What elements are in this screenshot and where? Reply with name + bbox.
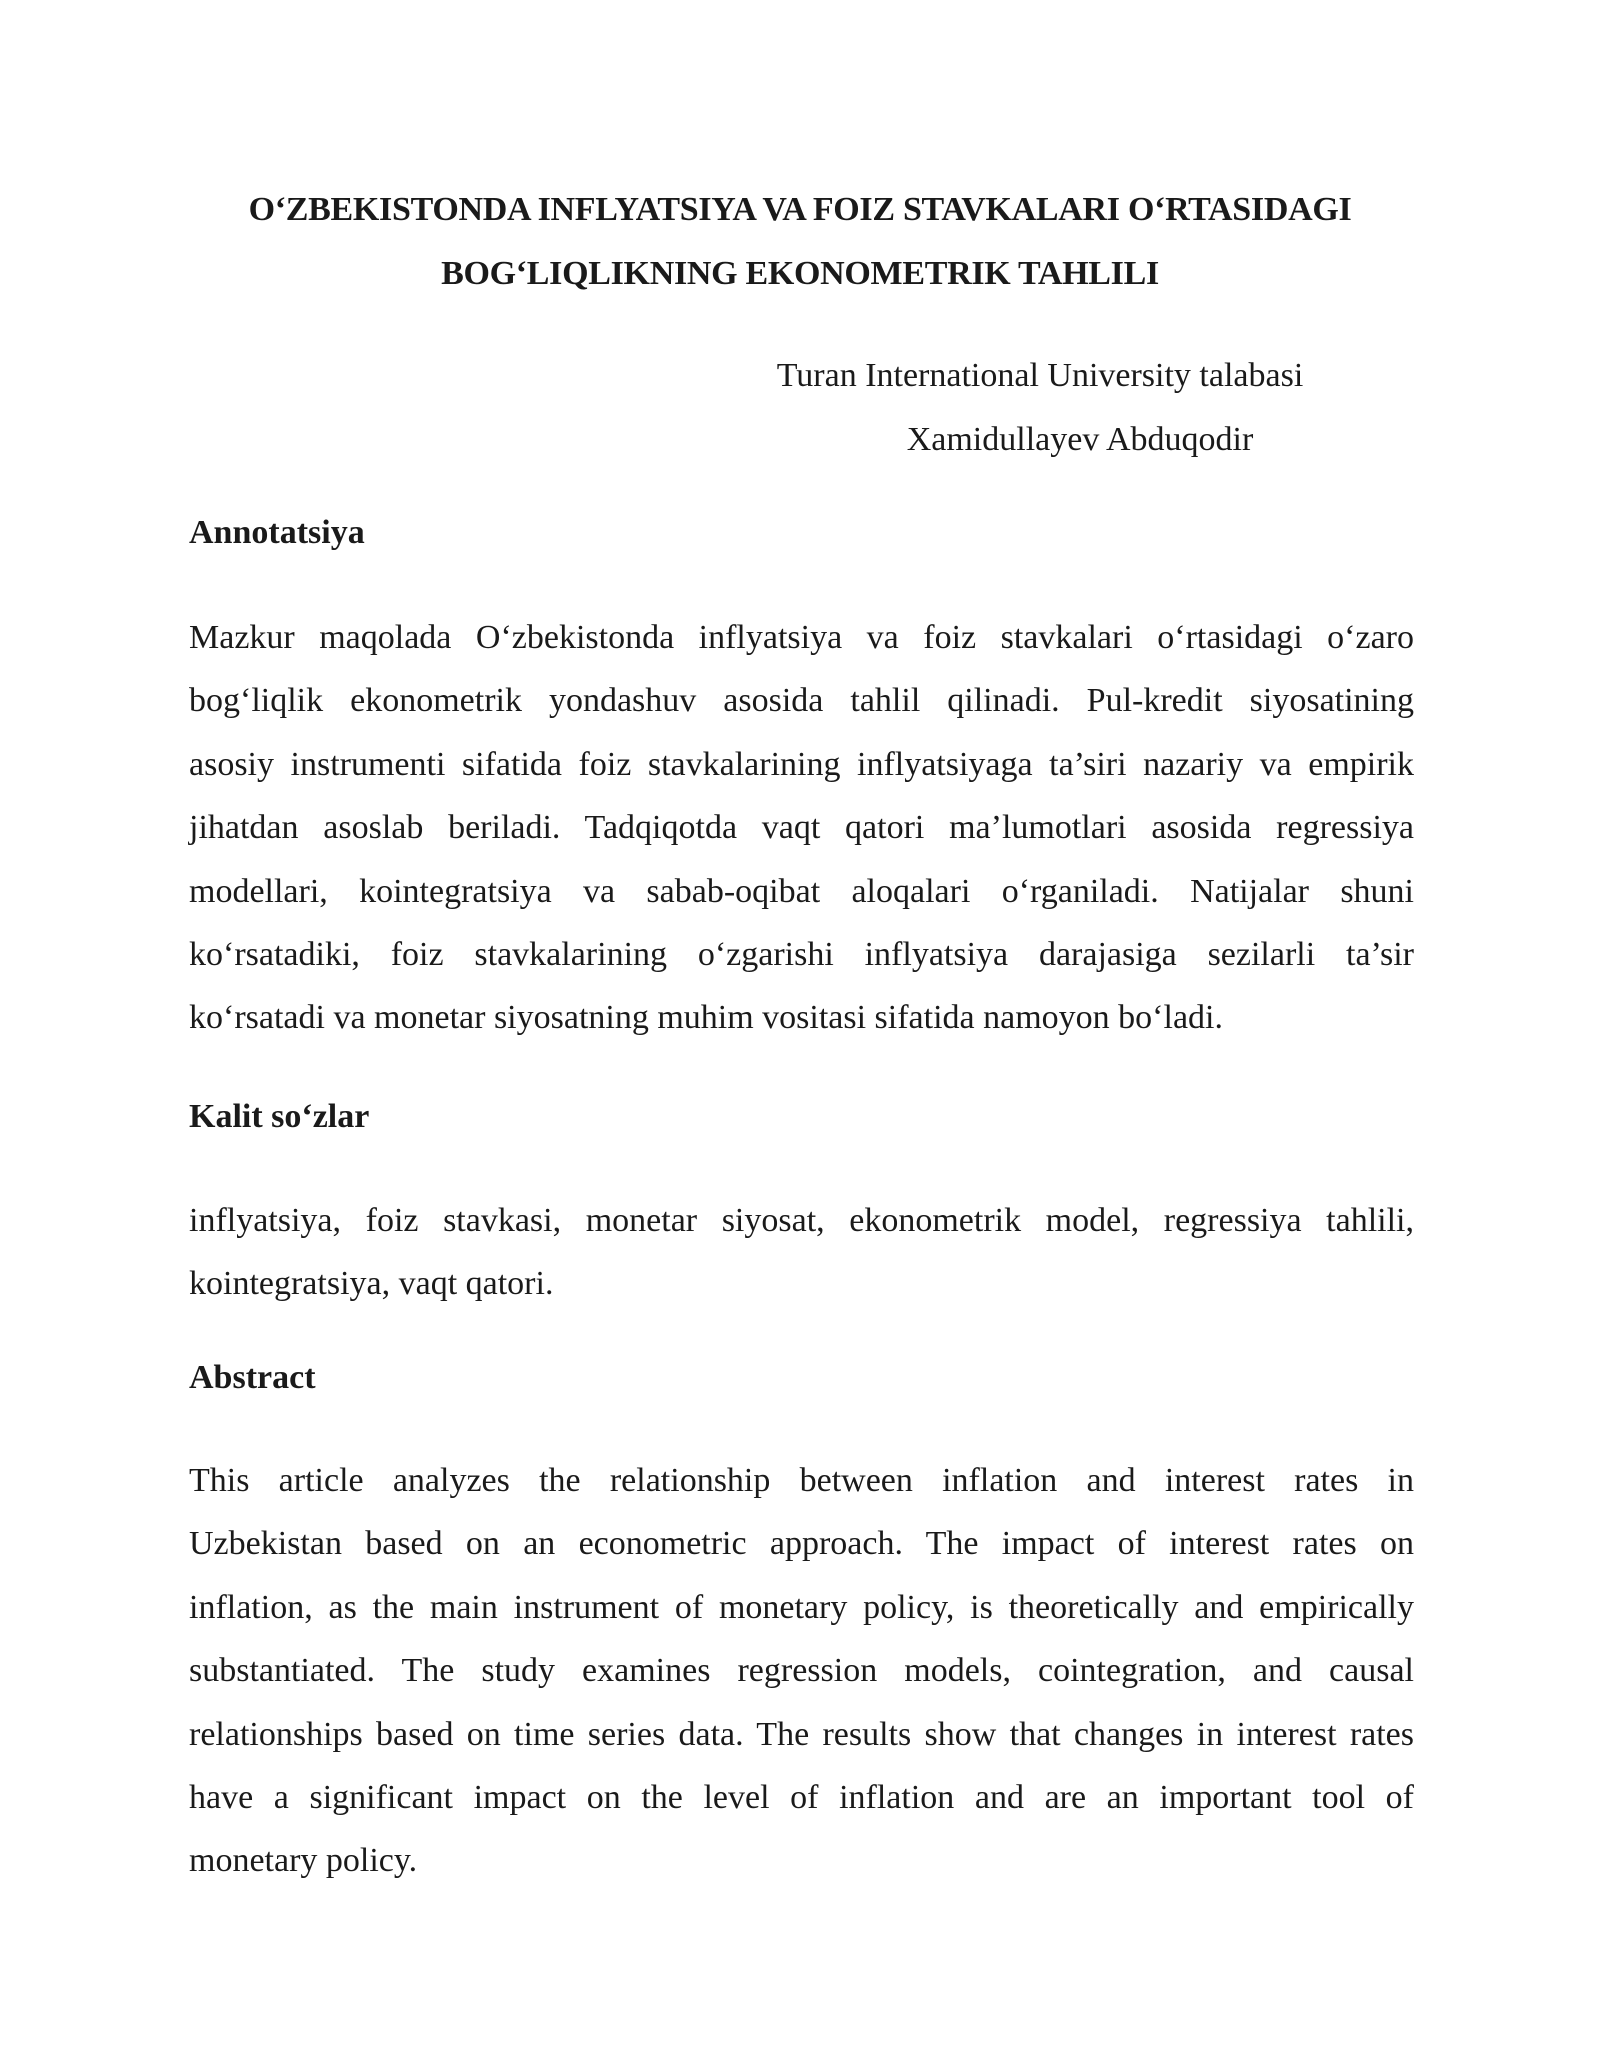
author-affiliation: Turan International University talabasi xyxy=(776,357,1304,394)
keywords-line: inflyatsiya, foiz stavkasi, monetar siyosat, ekonometrik model, regressiya tahlili, xyxy=(189,1202,1414,1239)
abstract-heading: Abstract xyxy=(189,1359,316,1396)
abstract-line: monetary policy. xyxy=(189,1842,418,1880)
keywords-line: kointegratsiya, vaqt qatori. xyxy=(189,1265,554,1303)
article-title xyxy=(150,178,1450,306)
annotation-line: ko‘rsatadiki, foiz stavkalarining o‘zgarishi inflyatsiya darajasiga sezilarli ta’sir xyxy=(189,936,1414,974)
title-line-2: BOG‘LIQLIKNING EKONOMETRIK TAHLILI xyxy=(441,255,1159,292)
annotation-line: bog‘liqlik ekonometrik yondashuv asosida tahlil qilinadi. Pul-kredit siyosatining xyxy=(189,682,1414,720)
abstract-line: substantiated. The study examines regression models, cointegration, and causal xyxy=(189,1652,1414,1690)
annotation-line: jihatdan asoslab beriladi. Tadqiqotda vaqt qatori ma’lumotlari asosida regressiya xyxy=(189,809,1414,847)
abstract-text xyxy=(189,1449,1414,1893)
author-name: Xamidullayev Abduqodir xyxy=(906,421,1254,458)
annotation-line: Mazkur maqolada O‘zbekistonda inflyatsiya va foiz stavkalari o‘rtasidagi o‘zaro xyxy=(189,619,1414,656)
annotation-line: modellari, kointegratsiya va sabab-oqibat aloqalari o‘rganiladi. Natijalar shuni xyxy=(189,872,1414,910)
keywords-heading: Kalit so‘zlar xyxy=(189,1098,370,1135)
abstract-line: have a significant impact on the level of inflation and are an important tool of xyxy=(189,1779,1414,1817)
title-line-1: O‘ZBEKISTONDA INFLYATSIYA VA FOIZ STAVKALARI O‘RTASIDAGI xyxy=(248,191,1352,228)
abstract-line: relationships based on time series data. The results show that changes in interest rates xyxy=(189,1715,1414,1753)
keywords-text xyxy=(189,1189,1414,1316)
abstract-line: Uzbekistan based on an econometric approach. The impact of interest rates on xyxy=(189,1525,1414,1563)
annotation-line: ko‘rsatadi va monetar siyosatning muhim vositasi sifatida namoyon bo‘ladi. xyxy=(189,999,1223,1037)
abstract-line: This article analyzes the relationship between inflation and interest rates in xyxy=(189,1462,1414,1499)
annotation-line: asosiy instrumenti sifatida foiz stavkalarining inflyatsiyaga ta’siri nazariy va empirik xyxy=(189,745,1414,783)
annotation-text xyxy=(189,606,1414,1050)
abstract-line: inflation, as the main instrument of monetary policy, is theoretically and empirically xyxy=(189,1588,1414,1626)
author-block xyxy=(700,344,1380,472)
annotation-heading: Annotatsiya xyxy=(189,514,365,551)
